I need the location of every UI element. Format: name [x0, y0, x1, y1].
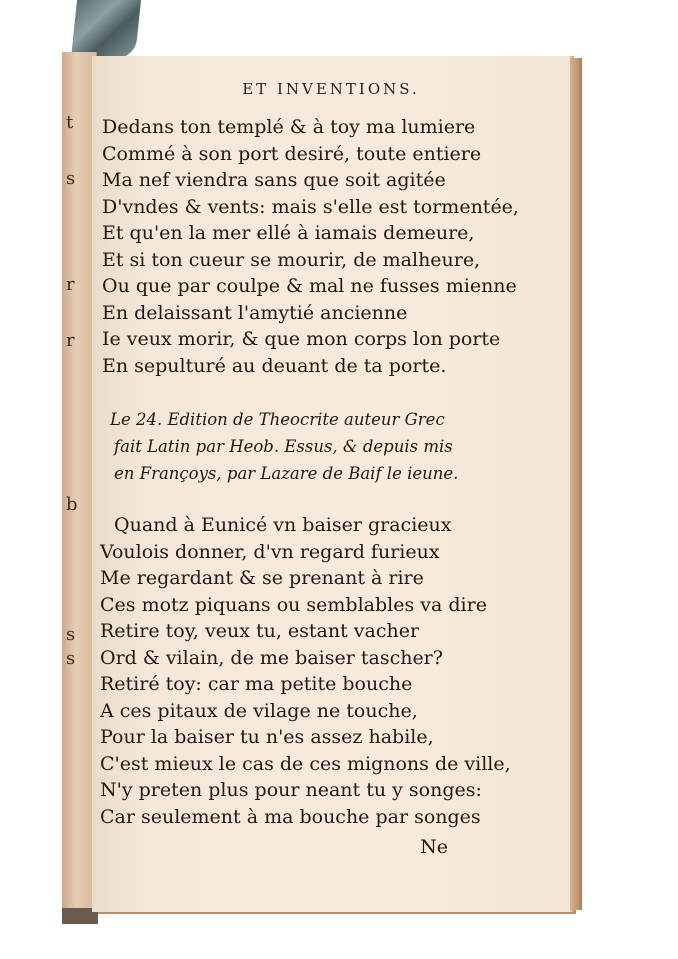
heading-line: en Françoys, par Lazare de Baif le ieune.	[114, 464, 459, 483]
verse-line: C'est mieux le cas de ces mignons de ville,	[100, 752, 511, 775]
verse-line: A ces pitaux de vilage ne touche,	[100, 699, 418, 722]
verse-line: Dedans ton templé & à toy ma lumiere	[102, 116, 476, 138]
verse-line: N'y preten plus pour neant tu y songes:	[100, 779, 482, 801]
verse-line: Ord & vilain, de me baiser tascher?	[100, 646, 443, 669]
verse-line: Ces motz piquans ou semblables va dire	[100, 593, 487, 616]
verse-line: Et si ton cueur se mourir, de malheure,	[102, 248, 481, 271]
edge-mark: b	[66, 494, 78, 515]
verse-line: Quand à Eunicé vn baiser gracieux	[114, 514, 452, 536]
edge-mark: r	[66, 330, 75, 351]
verse-line: En delaissant l'amytié ancienne	[102, 301, 408, 324]
edge-mark: s	[66, 648, 76, 669]
verse-line: Commé à son port desiré, toute entiere	[102, 142, 482, 165]
poem-two	[100, 512, 560, 830]
facing-page-marks	[62, 52, 82, 920]
verse-line: Me regardant & se prenant à rire	[100, 567, 424, 589]
book-page	[92, 56, 570, 912]
heading-line: fait Latin par Heob. Essus, & depuis mis	[114, 437, 453, 456]
verse-line: En sepulturé au deuant de ta porte.	[102, 354, 447, 377]
verse-line: Retire toy, veux tu, estant vacher	[100, 620, 420, 642]
verse-line: Pour la baiser tu n'es assez habile,	[100, 726, 434, 748]
section-heading	[110, 406, 550, 487]
verse-line: Voulois donner, d'vn regard furieux	[100, 540, 440, 563]
verse-line: Et qu'en la mer ellé à iamais demeure,	[102, 222, 475, 244]
poem-one	[102, 114, 562, 379]
catchword: Ne	[420, 836, 448, 858]
heading-line: Le 24. Edition de Theocrite auteur Grec	[110, 410, 445, 429]
running-head: ET INVENTIONS.	[242, 80, 420, 98]
edge-mark: t	[66, 112, 74, 133]
verse-line: D'vndes & vents: mais s'elle est tormentée,	[102, 195, 519, 218]
verse-line: Retiré toy: car ma petite bouche	[100, 673, 413, 695]
verse-line: Ie veux morir, & que mon corps lon porte	[102, 328, 501, 350]
page-fore-edge	[570, 58, 582, 910]
verse-line: Ou que par coulpe & mal ne fusses mienne	[102, 275, 517, 297]
verse-line: Ma nef viendra sans que soit agitée	[102, 169, 446, 191]
bookmark-ribbon	[71, 0, 141, 58]
edge-mark: s	[66, 168, 76, 189]
verse-line: Car seulement à ma bouche par songes	[100, 805, 481, 828]
edge-mark: s	[66, 624, 76, 645]
edge-mark: r	[66, 274, 75, 295]
